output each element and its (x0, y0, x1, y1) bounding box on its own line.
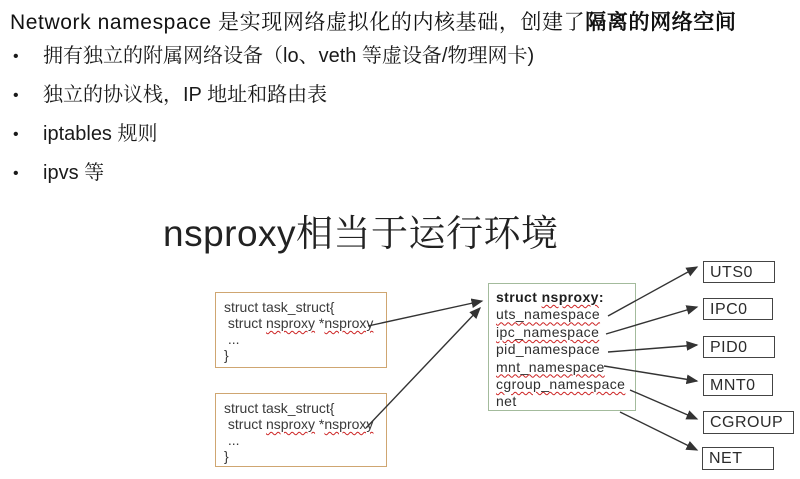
nsproxy-field: cgroup_namespace (496, 376, 626, 393)
task-struct-box-1 (215, 292, 387, 368)
code-line: ... (227, 432, 240, 448)
list-item (13, 161, 713, 186)
namespace-box-uts0: UTS0 (703, 261, 775, 283)
namespace-box-mnt0: MNT0 (703, 374, 773, 396)
namespace-box-ipc0: IPC0 (703, 298, 773, 320)
code-line: struct nsproxy *nsproxy (227, 315, 374, 331)
section-heading: nsproxy相当于运行环境 (163, 213, 559, 254)
misspelled-word: nsproxy (266, 315, 316, 331)
slide-title-normal: Network namespace 是实现网络虚拟化的内核基础，创建了 (10, 11, 586, 34)
misspelled-word: nsproxy (541, 289, 599, 305)
slide-title (10, 6, 798, 36)
bullet-list (13, 44, 713, 200)
misspelled-word: nsproxy (266, 416, 316, 432)
bullet-icon: • (13, 48, 19, 65)
namespace-box-pid0: PID0 (703, 336, 775, 358)
namespace-box-cgroup: CGROUP (703, 411, 794, 434)
nsproxy-field: pid_namespace (496, 341, 601, 358)
code-line: } (224, 347, 229, 363)
misspelled-word: nsproxy (324, 315, 374, 331)
nsproxy-field: net (496, 393, 517, 410)
namespace-box-net: NET (702, 447, 774, 470)
code-line: ... (227, 331, 240, 347)
nsproxy-box-title: struct nsproxy: (496, 289, 604, 305)
list-item (13, 44, 713, 69)
nsproxy-box (488, 283, 636, 411)
bullet-text: ipvs 等 (43, 162, 105, 184)
bullet-icon: • (13, 165, 19, 182)
nsproxy-field: ipc_namespace (496, 323, 600, 340)
list-item (13, 122, 713, 147)
bullet-text: iptables 规则 (43, 123, 158, 145)
misspelled-word: nsproxy (324, 416, 374, 432)
arrow-cgroup-to-cgroup (630, 390, 697, 419)
task-struct-box-2 (215, 393, 387, 467)
code-line: } (224, 448, 229, 464)
code-line: struct nsproxy *nsproxy (227, 416, 374, 432)
bullet-text: 独立的协议栈，IP 地址和路由表 (43, 84, 328, 106)
nsproxy-field: uts_namespace (496, 306, 601, 323)
code-line: struct task_struct{ (224, 400, 335, 416)
nsproxy-field: mnt_namespace (496, 358, 605, 375)
list-item (13, 83, 713, 108)
bullet-icon: • (13, 87, 19, 104)
bullet-icon: • (13, 126, 19, 143)
arrow-net-to-net (620, 412, 697, 450)
bullet-text: 拥有独立的附属网络设备（lo、veth 等虚设备/物理网卡) (43, 45, 535, 67)
slide-title-bold: 隔离的网络空间 (585, 11, 737, 34)
code-line: struct task_struct{ (224, 299, 335, 315)
